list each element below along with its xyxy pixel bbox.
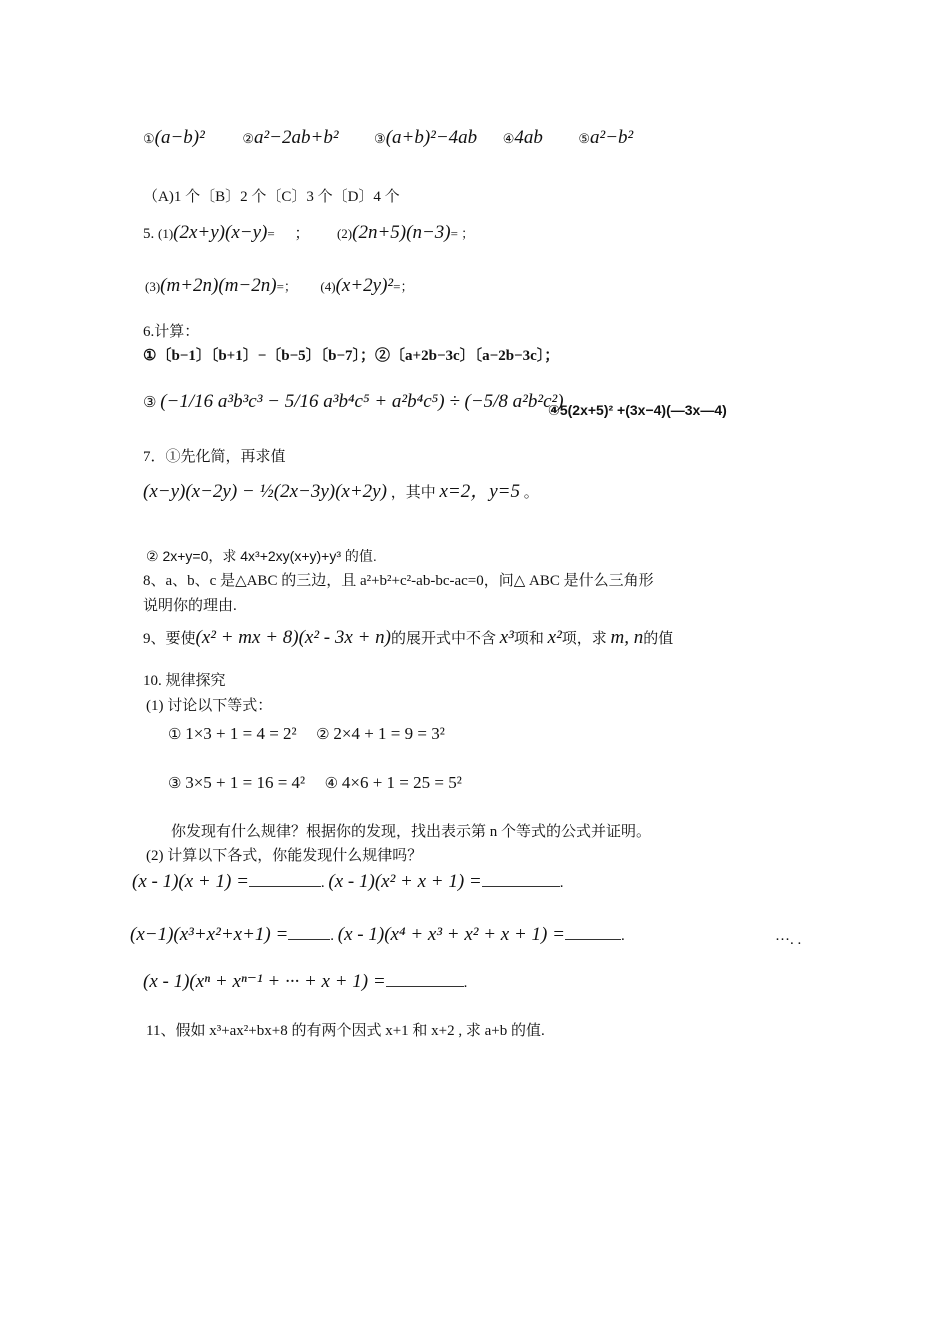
q7-part2: ② 2x+y=0，求 4x³+2xy(x+y)+y³ 的值. (146, 548, 377, 564)
q10-calc5-blank[interactable] (386, 970, 464, 987)
q10-eq3-num: ③ (168, 776, 182, 792)
q10-calc1: (x - 1)(x + 1) = (132, 871, 249, 892)
q4-item1-num: ① (143, 131, 155, 146)
q10-eq1-num: ① (168, 727, 182, 743)
q10-eq3-expr: 3×5 + 1 = 16 = 4² (185, 773, 306, 792)
q10-calc5-dot: . (463, 975, 468, 991)
q9-prefix: 9、要使 (143, 631, 196, 647)
q10-eq-row1 (168, 724, 445, 745)
q10-prompt: 你发现有什么规律？根据你的发现，找出表示第 n 个等式的公式并证明。 (171, 824, 652, 840)
q5-p2-expr: (2n+5)(n−3) (352, 222, 451, 243)
q9-suffix: 的值 (643, 631, 674, 647)
q10-calc4-blank[interactable] (565, 923, 621, 940)
q5-p1-num: (1) (158, 226, 174, 241)
q4-item4-num: ④ (502, 131, 515, 146)
q4-items-row (143, 128, 633, 149)
q9-term2: x² (547, 627, 562, 648)
q5-p4-num: (4) (320, 279, 336, 294)
q10-title: 10. 规律探究 (143, 673, 226, 689)
q10-calc-row1 (132, 870, 564, 893)
q5-p2-num: (2) (336, 226, 353, 241)
q10-calc-row2 (130, 923, 625, 946)
q4-item3-expr: (a+b)²−4ab (385, 127, 478, 148)
q6-item4: ④5(2x+5)² +(3x−4)(—3x—4) (548, 402, 727, 418)
q4-item2-num: ② (242, 131, 254, 146)
q10-eq-row2 (168, 773, 462, 794)
q10-eq2-num: ② (316, 727, 330, 743)
q5-p2-eq: = ； (450, 226, 475, 241)
q10-calc2-blank[interactable] (482, 870, 560, 887)
q10-calc1-blank[interactable] (249, 870, 321, 887)
q10-eq4-expr: 4×6 + 1 = 25 = 5² (341, 773, 462, 792)
q9-term1: x³ (499, 627, 514, 648)
q10-calc3: (x−1)(x³+x²+x+1) = (130, 924, 289, 945)
q4-item5-num: ⑤ (578, 131, 590, 146)
q5-row2 (145, 276, 413, 297)
q6-item3-expr: (−1/16 a³b³c³ − 5/16 a³b⁴c⁵ + a²b⁴c⁵) ÷ (−5/8 a²b²c²) (160, 391, 564, 412)
q9-row (143, 628, 673, 649)
q7-cond: x=2，y=5 (439, 481, 520, 502)
q5-label: 5. (143, 226, 155, 242)
q4-item3-num: ③ (374, 131, 386, 146)
q4-item5-expr: a²−b² (590, 127, 634, 148)
q10-calc2-dot: . (559, 875, 564, 891)
q10-sub1: (1) 讨论以下等式： (146, 698, 273, 714)
q5-p1-eq: = (267, 226, 275, 241)
q5-p3-expr: (m+2n)(m−2n) (160, 275, 277, 296)
q10-calc4-dot: . (620, 928, 625, 944)
q7-cond-end: 。 (523, 485, 539, 501)
q6-line1: ①〔b−1〕〔b+1〕−〔b−5〕〔b−7〕；②〔a+2b−3c〕〔a−2b−3c〕； (143, 348, 560, 364)
q9-mid2: 项和 (513, 631, 544, 647)
q5-p3-eq: =； (276, 279, 297, 294)
q7-expr: (x−y)(x−2y) − ½(2x−3y)(x+2y) (143, 481, 387, 502)
q10-calc3-dot: . (330, 928, 335, 944)
q10-sub2: (2) 计算以下各式，你能发现什么规律吗？ (146, 848, 423, 864)
q10-eq4-num: ④ (324, 776, 339, 792)
q5-p3-num: (3) (145, 279, 161, 294)
q5-p1-expr: (2x+y)(x−y) (173, 222, 268, 243)
q9-expr: (x² + mx + 8)(x² - 3x + n) (195, 627, 391, 648)
q7-cond-prefix: ，其中 (390, 485, 436, 501)
q10-calc5: (x - 1)(xⁿ + xⁿ⁻¹ + ··· + x + 1) = (143, 971, 386, 992)
q10-eq1-expr: 1×3 + 1 = 4 = 2² (185, 724, 297, 743)
q6-title: 6.计算： (143, 324, 200, 340)
q10-ellipsis: ···. . (775, 932, 802, 948)
q10-eq2-expr: 2×4 + 1 = 9 = 3² (333, 724, 445, 743)
q10-calc3-blank[interactable] (288, 923, 330, 940)
q7-title: 7．①先化简，再求值 (143, 449, 286, 465)
q5-p4-expr: (x+2y)² (335, 275, 394, 296)
q6-row2 (143, 392, 564, 413)
q10-calc-row3 (143, 970, 467, 993)
q9-vars: m, n (610, 627, 644, 648)
q4-options: （A)1 个〔B〕2 个〔C〕3 个〔D〕4 个 (143, 189, 400, 205)
q10-calc2: (x - 1)(x² + x + 1) = (328, 871, 482, 892)
q6-item3-num: ③ (143, 395, 157, 411)
q10-calc1-dot: . (320, 875, 325, 891)
q10-calc4: (x - 1)(x⁴ + x³ + x² + x + 1) = (337, 924, 565, 945)
q4-item2-expr: a²−2ab+b² (253, 127, 339, 148)
q5-row1 (143, 223, 474, 244)
q7-expr-row (143, 482, 539, 503)
q4-item1-expr: (a−b)² (154, 127, 205, 148)
q8-line1: 8、a、b、c 是△ABC 的三边，且 a²+b²+c²-ab-bc-ac=0，问△ ABC 是什么三角形 (143, 573, 654, 589)
q5-p4-eq: =； (393, 279, 414, 294)
q4-item4-expr: 4ab (514, 127, 543, 148)
q5-sep: ； (294, 226, 310, 242)
q9-mid3: 项，求 (561, 631, 607, 647)
q9-mid1: 的展开式中不含 (390, 631, 496, 647)
q8-line2: 说明你的理由. (143, 598, 237, 614)
q11-text: 11、假如 x³+ax²+bx+8 的有两个因式 x+1 和 x+2 , 求 a+b 的值. (146, 1023, 545, 1039)
